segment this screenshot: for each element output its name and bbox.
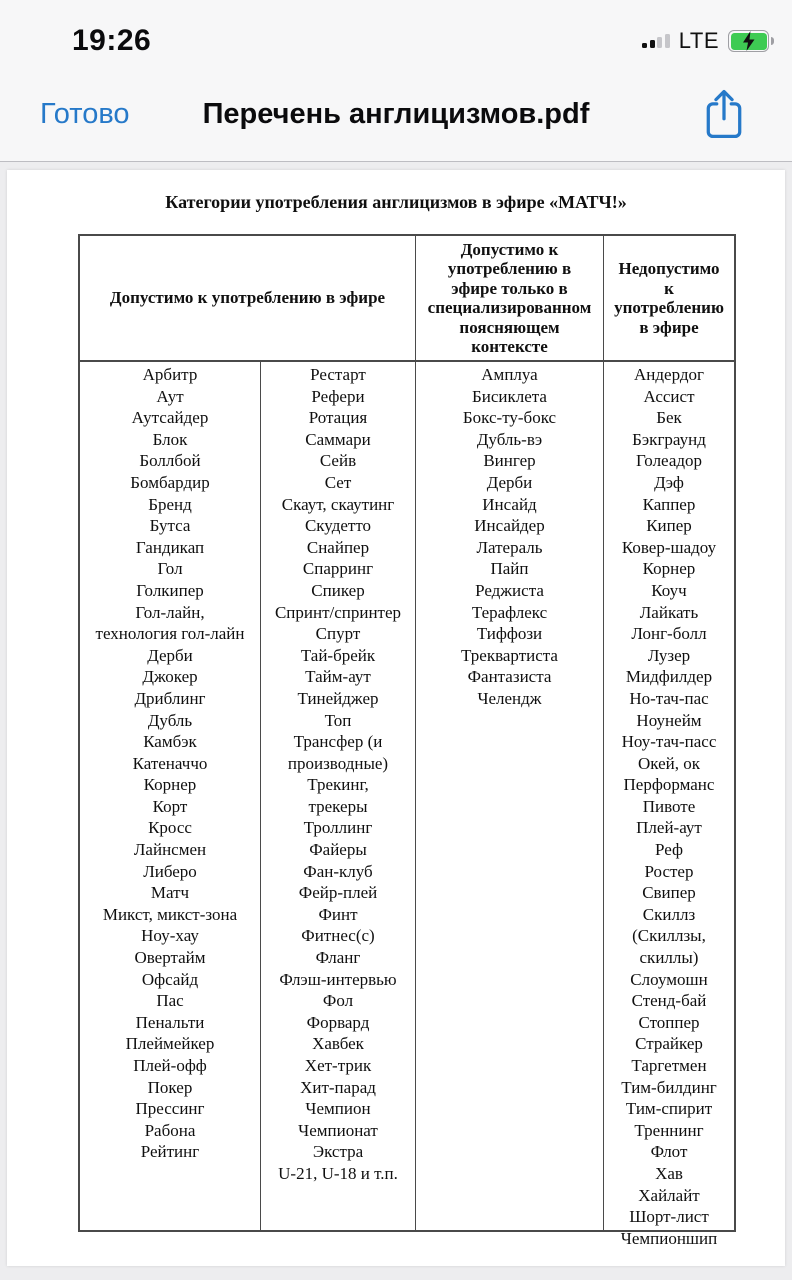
header-line: контексте bbox=[471, 337, 548, 356]
word-item: Кипер bbox=[646, 516, 692, 536]
word-item: Гол bbox=[157, 559, 183, 579]
word-item: Коуч bbox=[651, 580, 687, 600]
word-item: Рестарт bbox=[310, 365, 366, 384]
word-item: Реджиста bbox=[475, 580, 544, 600]
word-item: Бомбардир bbox=[130, 472, 210, 492]
word-item: Джокер bbox=[142, 667, 198, 687]
word-item: Пивоте bbox=[642, 796, 696, 816]
lightning-bolt-icon bbox=[737, 29, 761, 53]
word-item: Хав bbox=[655, 1163, 683, 1183]
table-body-row bbox=[80, 362, 734, 1248]
document-file-name: Перечень англицизмов.pdf bbox=[202, 98, 590, 130]
word-item: Челендж bbox=[477, 688, 542, 708]
word-item: Инсайд bbox=[482, 494, 537, 514]
word-item: Хайлайт bbox=[638, 1185, 700, 1205]
word-item: Лузер bbox=[647, 645, 691, 665]
word-item: технология гол-лайн bbox=[95, 624, 245, 644]
word-item: Тай-брейк bbox=[300, 645, 376, 665]
done-button[interactable]: Готово bbox=[40, 98, 130, 130]
pdf-scroll-area[interactable] bbox=[0, 163, 792, 1280]
pdf-page bbox=[7, 170, 785, 1266]
header-line: Допустимо к bbox=[460, 239, 559, 259]
word-item: Овертайм bbox=[134, 948, 206, 968]
document-heading: Категории употребления англицизмов в эфире «МАТЧ!» bbox=[165, 192, 627, 212]
word-item: Бисиклета bbox=[472, 386, 547, 406]
word-item: Ассист bbox=[643, 386, 695, 406]
word-item: Рабона bbox=[144, 1120, 196, 1140]
word-item: Бокс-ту-бокс bbox=[462, 408, 557, 428]
table-header-row bbox=[80, 236, 734, 362]
word-item: Аут bbox=[156, 386, 184, 406]
word-item: Чемпионшип bbox=[620, 1228, 718, 1248]
anglicisms-category-table bbox=[78, 234, 736, 1248]
status-time: 19:26 bbox=[72, 24, 152, 57]
word-item: Лонг-болл bbox=[631, 624, 707, 644]
share-button[interactable] bbox=[698, 84, 750, 146]
word-item: Чемпион bbox=[305, 1099, 371, 1119]
word-item: Фланг bbox=[315, 948, 361, 968]
header-allowed-specialized-context bbox=[416, 236, 604, 360]
word-item: Каппер bbox=[642, 494, 696, 514]
word-item: Лайнсмен bbox=[133, 840, 207, 860]
word-item: Свипер bbox=[642, 883, 696, 903]
word-item: Топ bbox=[324, 710, 352, 730]
word-item: Пайп bbox=[490, 559, 529, 579]
header-line: специализированном bbox=[427, 298, 592, 317]
header-line: Недопустимо bbox=[618, 259, 720, 278]
word-item: Окей, ок bbox=[637, 753, 700, 773]
header-line: в эфире bbox=[639, 317, 699, 337]
word-list-not-allowed bbox=[604, 362, 734, 1248]
word-item: Плеймейкер bbox=[125, 1034, 215, 1054]
word-item: Арбитр bbox=[142, 365, 198, 384]
word-item: Стоппер bbox=[638, 1012, 700, 1032]
word-item: Реф bbox=[655, 840, 683, 860]
word-item: Фантазиста bbox=[467, 667, 552, 687]
word-item: Спурт bbox=[315, 624, 361, 644]
word-item: Дэф bbox=[654, 472, 684, 492]
word-item: Скаут, скаутинг bbox=[281, 494, 395, 514]
word-item: Хит-парад bbox=[300, 1077, 376, 1097]
word-item: Ковер-шадоу bbox=[621, 537, 717, 557]
word-item: Треквартиста bbox=[461, 645, 558, 665]
word-item: Хавбек bbox=[312, 1034, 364, 1054]
word-item: Корнер bbox=[143, 775, 197, 795]
word-list-allowed-col-2 bbox=[261, 362, 416, 1230]
header-line: Допустимо к употреблению в эфире bbox=[109, 288, 386, 308]
word-item: Прессинг bbox=[135, 1099, 205, 1119]
status-bar bbox=[0, 0, 792, 80]
word-item: Но-тач-пас bbox=[629, 688, 709, 708]
word-item: Фейр-плей bbox=[298, 883, 378, 903]
word-item: Дубль-вэ bbox=[476, 429, 543, 449]
word-item: Рейтинг bbox=[140, 1142, 200, 1162]
word-item: Лайкать bbox=[639, 602, 699, 622]
header-not-allowed-on-air bbox=[604, 236, 734, 360]
word-item: Слоумошн bbox=[630, 969, 708, 989]
word-item: Чемпионат bbox=[298, 1120, 378, 1140]
word-item: Фан-клуб bbox=[303, 861, 373, 881]
word-item: Гол-лайн, bbox=[135, 602, 205, 622]
word-item: Бренд bbox=[148, 494, 192, 514]
word-item: Рефери bbox=[311, 386, 365, 406]
battery-charging-icon bbox=[728, 30, 774, 52]
word-item: Экстра bbox=[312, 1142, 364, 1162]
word-item: Амплуа bbox=[481, 365, 538, 384]
header-line: эфире только в bbox=[451, 278, 568, 298]
word-item: Андердог bbox=[634, 365, 704, 384]
word-item: Скудетто bbox=[304, 516, 372, 536]
word-item: Стенд-бай bbox=[631, 991, 707, 1011]
word-item: (Скиллзы, bbox=[632, 926, 706, 946]
word-list-allowed-col-1 bbox=[80, 362, 261, 1230]
pdf-viewer-nav-bar bbox=[0, 80, 792, 162]
word-item: Аутсайдер bbox=[131, 408, 209, 428]
word-item: производные) bbox=[287, 753, 389, 773]
word-item: Шорт-лист bbox=[629, 1207, 709, 1227]
header-line: употреблению в bbox=[447, 259, 572, 278]
ios-chrome bbox=[0, 0, 792, 162]
word-item: Тинейджер bbox=[297, 688, 379, 708]
word-item: Сейв bbox=[319, 451, 357, 471]
word-item: Ноунейм bbox=[636, 710, 702, 730]
word-item: Дриблинг bbox=[134, 688, 206, 708]
word-item: Страйкер bbox=[635, 1034, 703, 1054]
word-item: Флэш-интервью bbox=[279, 969, 397, 989]
word-item: Инсайдер bbox=[474, 516, 545, 536]
word-item: Саммари bbox=[305, 429, 371, 449]
word-item: Форвард bbox=[306, 1012, 370, 1032]
word-item: Микст, микст-зона bbox=[102, 904, 238, 924]
word-item: Хет-трик bbox=[304, 1056, 372, 1075]
word-item: Файеры bbox=[309, 840, 367, 860]
word-item: Бек bbox=[656, 408, 682, 428]
word-item: Трекинг, bbox=[307, 775, 369, 795]
word-item: Либеро bbox=[143, 861, 197, 881]
word-item: Трансфер (и bbox=[293, 732, 383, 752]
word-item: Снайпер bbox=[306, 537, 370, 557]
word-item: Дерби bbox=[486, 472, 533, 492]
header-line: поясняющем bbox=[459, 317, 560, 337]
word-item: Покер bbox=[147, 1077, 193, 1097]
word-item: Тим-спирит bbox=[625, 1099, 713, 1119]
header-line: к bbox=[664, 278, 674, 298]
word-item: Тиффози bbox=[476, 624, 543, 644]
word-item: Перформанс bbox=[623, 775, 715, 795]
word-item: Голкипер bbox=[136, 580, 204, 600]
word-item: U-21, U-18 и т.п. bbox=[278, 1163, 398, 1183]
header-line: употреблению bbox=[614, 298, 724, 317]
word-item: Мидфилдер bbox=[625, 667, 713, 687]
word-item: Дубль bbox=[147, 710, 193, 730]
word-item: Бэкграунд bbox=[632, 429, 706, 449]
word-item: Тим-билдинг bbox=[621, 1077, 717, 1097]
word-item: Латераль bbox=[476, 537, 543, 557]
word-item: Треннинг bbox=[634, 1120, 704, 1140]
word-list-specialized-context bbox=[416, 362, 604, 1230]
word-item: Спикер bbox=[311, 580, 365, 600]
word-item: Катеначчо bbox=[132, 753, 208, 773]
word-item: Гандикап bbox=[135, 537, 205, 557]
word-item: Тайм-аут bbox=[305, 667, 371, 687]
word-item: Ротация bbox=[308, 408, 368, 428]
network-type-label: LTE bbox=[678, 28, 719, 53]
word-item: Терафлекс bbox=[471, 602, 548, 622]
status-icons bbox=[642, 28, 774, 54]
word-item: Ноу-тач-пасс bbox=[621, 732, 717, 752]
word-item: Пенальти bbox=[135, 1012, 205, 1032]
word-item: Корт bbox=[152, 796, 188, 816]
word-item: Матч bbox=[150, 883, 190, 903]
word-item: Вингер bbox=[483, 451, 536, 471]
word-item: Ноу-хау bbox=[141, 926, 199, 946]
word-item: Фитнес(с) bbox=[301, 926, 375, 946]
word-item: Камбэк bbox=[143, 732, 197, 752]
share-icon bbox=[701, 86, 747, 142]
word-item: Скиллз bbox=[642, 904, 696, 924]
word-item: Голеадор bbox=[635, 451, 703, 471]
word-item: Боллбой bbox=[139, 451, 201, 471]
word-item: Офсайд bbox=[141, 969, 199, 989]
word-item: трекеры bbox=[308, 796, 368, 816]
word-item: Финт bbox=[318, 904, 358, 924]
word-item: Спринт/спринтер bbox=[274, 602, 402, 622]
word-item: Ростер bbox=[644, 861, 694, 881]
word-item: Бутса bbox=[149, 516, 191, 536]
word-item: Плей-офф bbox=[133, 1056, 207, 1075]
word-item: Корнер bbox=[642, 559, 696, 579]
word-item: Флот bbox=[650, 1142, 688, 1162]
word-item: Троллинг bbox=[303, 818, 373, 838]
word-item: Блок bbox=[152, 429, 188, 449]
word-item: скиллы) bbox=[639, 948, 699, 968]
word-item: Пас bbox=[156, 991, 184, 1011]
word-item: Спарринг bbox=[302, 559, 374, 579]
header-allowed-on-air bbox=[80, 236, 416, 360]
word-item: Таргетмен bbox=[631, 1056, 707, 1075]
word-item: Сет bbox=[324, 472, 352, 492]
word-item: Плей-аут bbox=[636, 818, 702, 838]
word-item: Кросс bbox=[148, 818, 192, 838]
word-item: Фол bbox=[322, 991, 354, 1011]
cellular-signal-icon bbox=[642, 34, 670, 48]
word-item: Дерби bbox=[147, 645, 193, 665]
